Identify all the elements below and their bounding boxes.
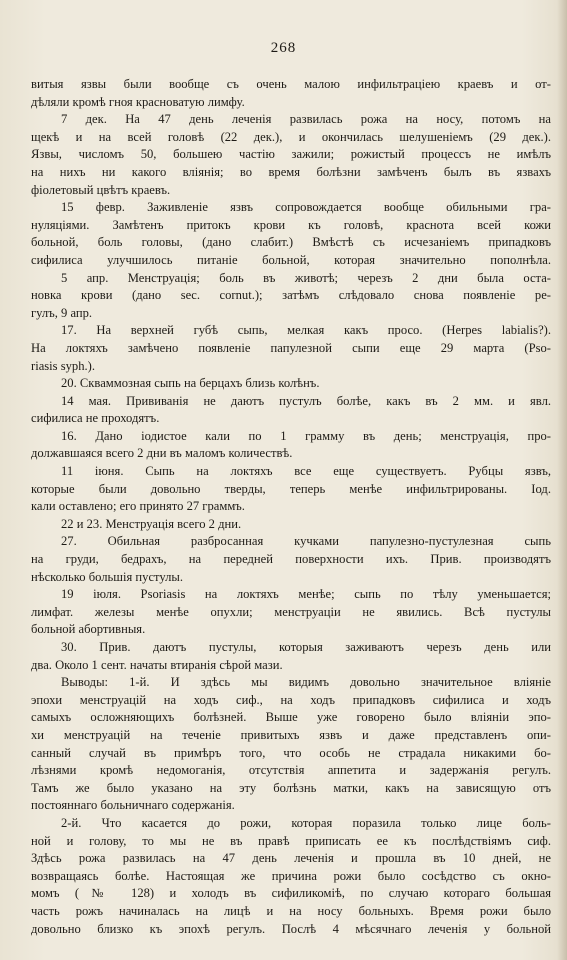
- text-line: 27. Обильная разбросанная кучками папулезно-пустулезная сыпь: [61, 534, 551, 549]
- text-line: постояннаго больничнаго содержанiя.: [31, 798, 235, 813]
- text-line: лимфат. железы менѣе опухли; менструацiи не явились. Всѣ пустулы: [31, 604, 551, 619]
- text-line: сифилиса не проходятъ.: [31, 411, 160, 426]
- text-line: 20. Скваммозная сыпь на берцахъ близь колѣнъ.: [61, 376, 320, 391]
- text-line: На локтяхъ замѣчено появленiе папулезной сыпи еще 29 марта (Pso-: [31, 340, 551, 355]
- text-line: нуляцiями. Замѣтенъ притокъ крови къ головѣ, краснота всей кожи: [31, 217, 551, 232]
- text-line: больной, боль головы, (дано слабит.) Вмѣстѣ съ исчезанiемъ припадковъ: [31, 235, 551, 250]
- text-line: больной абортивныя.: [31, 622, 146, 637]
- text-line: 2-й. Что касается до рожи, которая поразила только лице боль-: [61, 815, 551, 830]
- text-line: санный случай въ примѣръ того, что особь не страдала никакими бо-: [31, 745, 551, 760]
- text-line: 30. Прив. даютъ пустулы, которыя заживаютъ черезъ день или: [61, 640, 551, 654]
- text-line: лѣзнями кромѣ недомоганiя, отсутствiя аппетита и задержанiя регулъ.: [31, 763, 551, 778]
- text-line: витыя язвы были вообще съ очень малою инфильтрацiею краевъ и от-: [31, 77, 551, 91]
- text-line: Тамъ же было указано на эту болѣзнь матки, какъ на зависящую отъ: [31, 780, 551, 795]
- text-line: фiолетовый цвѣтъ краевъ.: [31, 182, 171, 197]
- text-line: самыхъ осложняющихъ болѣзней. Выше уже говорено было влiянiи эпо-: [31, 710, 551, 725]
- text-line: Выводы: 1-й. И здѣсь мы видимъ довольно значительное влiянiе: [61, 675, 551, 690]
- page-edge-shadow: [557, 0, 567, 960]
- page-number: 268: [270, 40, 297, 56]
- text-line: хи менструацiй на теченiе привитыхъ язвъ и даже представленъ опи-: [31, 727, 551, 742]
- text-line: эпохи менструацiй на ходъ сиф., на ходъ припадковъ сифилиса и ходъ: [31, 692, 551, 707]
- text-line: должавшаяся всего 2 дни въ маломъ количествѣ.: [31, 446, 293, 461]
- text-line: 22 и 23. Менструацiя всего 2 дни.: [61, 516, 242, 531]
- text-line: 5 апр. Менструацiя; боль въ животѣ; черезъ 2 дни была оста-: [61, 270, 551, 285]
- text-line: нѣсколько большiя пустулы.: [31, 569, 184, 584]
- text-line: на нихъ ни какого влiянiя; во время болѣзни замѣченъ былъ въ язвахъ: [31, 164, 551, 179]
- text-line: riasis syph.).: [31, 358, 96, 373]
- text-line: которые были довольно тверды, теперь менѣе инфильтрированы. Iод.: [31, 481, 551, 496]
- text-line: 11 iюня. Сыпь на локтяхъ все еще существуетъ. Рубцы язвъ,: [61, 464, 551, 479]
- text-line: гулъ, 9 апр.: [31, 305, 93, 320]
- text-line: момъ (№ 128) и холодъ въ сифиликомiѣ, по случаю котораго большая: [31, 886, 551, 901]
- text-line: новка крови (дано sec. cornut.); затѣмъ слѣдовало снова появленiе ре-: [31, 288, 551, 303]
- text-line: 7 дек. На 47 день леченiя развилась рожа на носу, потомъ на: [61, 112, 551, 127]
- body-text: [31, 76, 551, 938]
- text-line: 17. На верхней губѣ сыпь, мелкая какъ просо. (Herpes labialis?).: [61, 323, 551, 338]
- text-line: ной и голову, то мы не въ правѣ приписать ее къ послѣдствiямъ сиф.: [31, 833, 551, 848]
- text-line: 16. Дано iодистое кали по 1 грамму въ день; менструацiя, про-: [61, 428, 551, 443]
- text-line: возвращаясь болѣе. Настоящая же причина рожи было сосѣдство съ окно-: [31, 868, 551, 883]
- text-line: два. Около 1 сент. начаты втиранiя сѣрой мази.: [31, 657, 283, 672]
- text-line: 14 мая. Прививанiя не даютъ пустулъ болѣе, какъ въ 2 мм. и явл.: [61, 393, 551, 408]
- text-line: на груди, бедрахъ, на передней поверхности ихъ. Прив. производятъ: [31, 552, 551, 567]
- text-line: 19 iюля. Psoriasis на локтяхъ менѣе; сыпь по тѣлу уменьшается;: [61, 587, 551, 602]
- text-line: часть рожъ начиналась на лицѣ и на носу больныхъ. Время рожи было: [31, 903, 551, 918]
- text-line: дѣляли кромѣ гноя красноватую лимфу.: [31, 94, 245, 109]
- text-line: Здѣсь рожа развилась на 47 день леченiя и прошла въ 10 дней, не: [31, 851, 551, 866]
- text-line: кали оставлено; его принято 27 граммъ.: [31, 499, 245, 514]
- text-line: Язвы, числомъ 50, большею частiю зажили; рожистый процессъ не имѣлъ: [31, 147, 551, 162]
- text-line: щекѣ и на всей головѣ (22 дек.), и окончилась шелушенiемъ (29 дек.).: [31, 129, 551, 144]
- text-line: сифилиса улучшилось питанiе больной, которая значительно пополнѣла.: [31, 252, 551, 267]
- text-line: 15 февр. Заживленiе язвъ сопровождается вообще обильными гра-: [61, 200, 551, 215]
- text-line: довольно близко къ эпохѣ регулъ. Послѣ 4 мѣсячнаго леченiя у больной: [31, 921, 551, 936]
